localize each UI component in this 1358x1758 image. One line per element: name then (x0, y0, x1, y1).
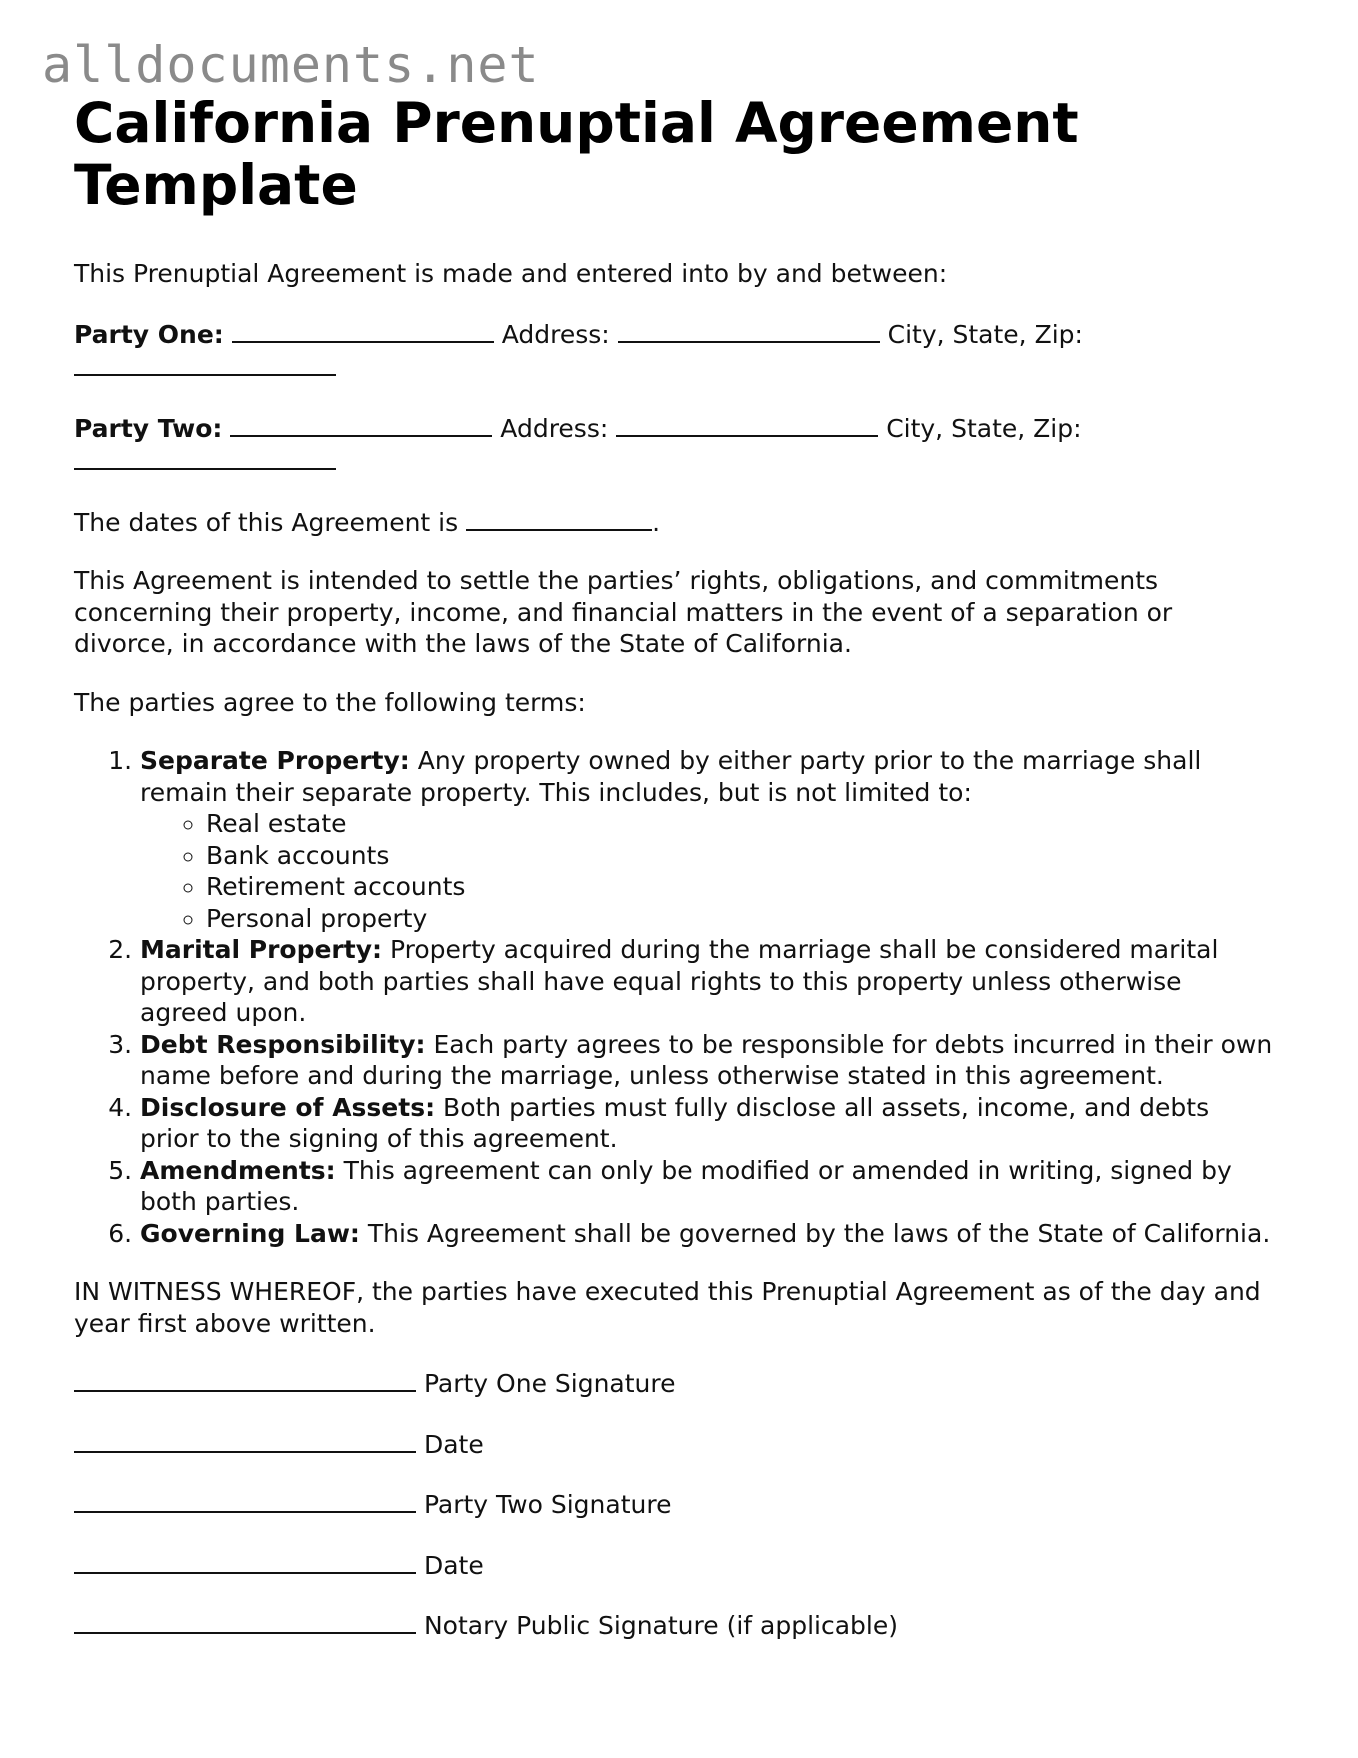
signature-label: Party One Signature (423, 1369, 676, 1398)
purpose-paragraph: This Agreement is intended to settle the parties’ rights, obligations, and commitments concerning their property, income, and financial matters in the event of a separation or divorce, in accordance with the laws of the State of California. (74, 566, 1173, 658)
term-text: Each party agrees to be responsible for debts incurred in their own name before and during the marriage, unless otherwise stated in this agreement. (140, 1029, 1273, 1090)
signature-blank[interactable] (74, 1427, 416, 1453)
term-text: Any property owned by either party prior to the marriage shall remain their separate property. This includes, but is not limited to: (140, 746, 1202, 807)
signature-label: Date (423, 1550, 484, 1580)
term-text: This Agreement shall be governed by the laws of the State of California. (367, 1218, 1271, 1248)
party-one-address-blank[interactable] (618, 317, 880, 343)
terms-list (74, 745, 1274, 1249)
signature-blank[interactable] (74, 1366, 416, 1392)
term-heading: Amendments: (140, 1155, 336, 1185)
signature-line (74, 1548, 1274, 1582)
signature-blank[interactable] (74, 1548, 416, 1574)
party-one-address-label: Address: (501, 319, 610, 349)
signature-line (74, 1366, 1274, 1400)
party-two-label: Party Two: (74, 413, 223, 443)
party-one-name-blank[interactable] (232, 317, 494, 343)
party-one-city-label: City, State, Zip: (887, 319, 1083, 349)
document-page (74, 92, 1274, 1642)
term-item (140, 1218, 1274, 1250)
sub-list-item: ◦ Retirement accounts (206, 871, 1274, 903)
sub-list-item: ◦ Bank accounts (206, 840, 1274, 872)
party-two-address-blank[interactable] (616, 411, 878, 437)
signature-blank[interactable] (74, 1608, 416, 1634)
sub-list-item: ◦ Personal property (206, 903, 1274, 935)
signature-block (74, 1366, 1274, 1642)
party-two-address-label: Address: (500, 413, 609, 443)
term-heading: Debt Responsibility: (140, 1029, 426, 1059)
signature-label: Date (423, 1429, 484, 1459)
term-item (140, 745, 1274, 934)
term-text: This agreement can only be modified or amended in writing, signed by both parties. (140, 1155, 1232, 1216)
agreement-date-period: . (652, 507, 661, 537)
agreement-date-blank[interactable] (466, 505, 652, 531)
term-item (140, 1029, 1274, 1092)
party-two-line (74, 411, 1274, 478)
term-text: Both parties must fully disclose all assets, income, and debts prior to the signing of this agreement. (140, 1092, 1210, 1153)
document-title: California Prenuptial Agreement Template (74, 91, 1079, 217)
party-one-city-blank[interactable] (74, 350, 336, 376)
agreement-date-line (74, 505, 1274, 539)
term-heading: Separate Property: (140, 746, 410, 775)
signature-label: Party Two Signature (423, 1490, 672, 1519)
signature-line (74, 1487, 1274, 1521)
witness-paragraph: IN WITNESS WHEREOF, the parties have executed this Prenuptial Agreement as of the day and year first above written. (74, 1277, 1261, 1338)
signature-label: Notary Public Signature (if applicable) (423, 1611, 898, 1640)
terms-intro: The parties agree to the following terms: (74, 687, 586, 717)
term-text: Property acquired during the marriage shall be considered marital property, and both parties shall have equal rights to this property unless otherwise agreed upon. (140, 935, 1219, 1027)
agreement-date-text: The dates of this Agreement is (74, 507, 459, 537)
party-two-city-label: City, State, Zip: (886, 413, 1082, 443)
signature-blank[interactable] (74, 1487, 416, 1513)
term-item (140, 1092, 1274, 1155)
intro-text: This Prenuptial Agreement is made and entered into by and between: (74, 259, 948, 288)
signature-line (74, 1608, 1274, 1642)
signature-line (74, 1427, 1274, 1461)
party-two-name-blank[interactable] (230, 411, 492, 437)
party-one-line (74, 317, 1274, 384)
separate-property-sublist (140, 808, 1274, 934)
term-heading: Disclosure of Assets: (140, 1092, 436, 1122)
watermark: alldocuments.net (42, 36, 540, 94)
party-two-city-blank[interactable] (74, 444, 336, 470)
sub-list-item: ◦ Real estate (206, 808, 1274, 840)
term-heading: Governing Law: (140, 1218, 360, 1248)
term-heading: Marital Property: (140, 935, 382, 964)
party-one-label: Party One: (74, 319, 224, 349)
term-item (140, 934, 1274, 1029)
term-item (140, 1155, 1274, 1218)
